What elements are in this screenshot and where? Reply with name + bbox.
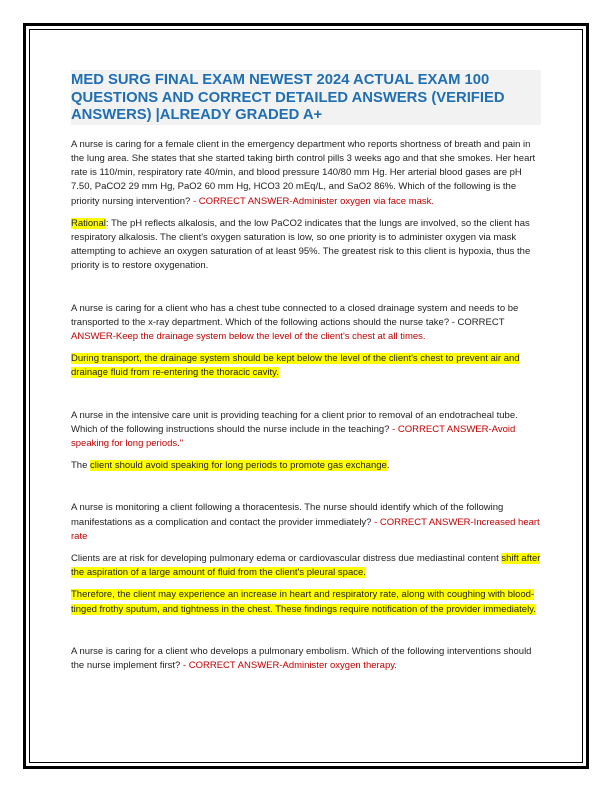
- document-body: [71, 70, 541, 673]
- question-5: [71, 645, 541, 673]
- question-4-rationale-highlight: shift after the aspiration of a large amount of fluid from the client's pleural space.: [71, 553, 541, 579]
- question-4-answer: - CORRECT ANSWER-Increased heart rate: [71, 516, 540, 542]
- question-3-rationale: [71, 459, 541, 473]
- question-4-rationale-2: [71, 588, 541, 616]
- question-3: [71, 409, 541, 452]
- question-5-answer: - CORRECT ANSWER-Administer oxygen therapy.: [180, 660, 397, 672]
- question-4: [71, 501, 541, 544]
- question-2: [71, 302, 541, 345]
- rationale-label: Rational: [71, 217, 106, 229]
- question-2-rationale-text: During transport, the drainage system should be kept below the level of the client's chest to prevent air and drainage fluid from re-entering the thoracic cavity.: [71, 353, 520, 379]
- document-title: MED SURG FINAL EXAM NEWEST 2024 ACTUAL EXAM 100 QUESTIONS AND CORRECT DETAILED ANSWERS (VERIFIED ANSWERS) |ALREADY GRADED A+: [71, 70, 541, 125]
- question-2-answer: ANSWER-Keep the drainage system below the level of the client's chest at all times.: [71, 331, 426, 343]
- rationale-text: : The pH reflects alkalosis, and the low PaCO2 indicates that the lungs are involved, so the client has respiratory alkalosis. The client's oxygen saturation is low, so one priority is to administer oxygen via mask attempting to achieve an oxygen saturation of at least 95%. The greatest risk to this client is hypoxia, thus the priority is to restore oxygenation.: [71, 217, 531, 272]
- question-4-rationale: [71, 552, 541, 580]
- question-4-text: A nurse is monitoring a client following a thoracentesis. The nurse should identify which of the following manifestations as a complication and contact the provider immediately?: [71, 502, 504, 528]
- question-3-rationale-highlight: client should avoid speaking for long periods to promote gas exchange: [90, 460, 387, 472]
- question-4-rationale-plain: Clients are at risk for developing pulmonary edema or cardiovascular distress due mediastinal content: [71, 553, 502, 565]
- question-2-text: A nurse is caring for a client who has a chest tube connected to a closed drainage system and needs to be transported to the x-ray department. Which of the following actions should the nurse take? - CORRECT: [71, 302, 519, 328]
- question-1-rationale: [71, 217, 541, 274]
- question-3-rationale-suffix: .: [386, 460, 390, 472]
- question-2-rationale: [71, 352, 541, 380]
- question-1: [71, 138, 541, 209]
- question-3-text: A nurse in the intensive care unit is providing teaching for a client prior to removal of an endotracheal tube. Which of the following instructions should the nurse include in the teaching?: [71, 409, 518, 435]
- question-3-answer: - CORRECT ANSWER-Avoid speaking for long periods.": [71, 423, 516, 450]
- question-5-text: A nurse is caring for a client who develops a pulmonary embolism. Which of the following interventions should the nurse implement first?: [71, 645, 532, 672]
- question-1-text: A nurse is caring for a female client in the emergency department who reports shortness of breath and pain in the lung area. She states that she started taking birth control pills 3 weeks ago and that she smokes. Her heart rate is 110/min, respiratory rate 40/min, and blood pressure 140/80 mm Hg. Her arterial blood gases are pH 7.50, PaCO2 29 mm Hg, PaO2 60 mm Hg, HCO3 20 mEq/L, and SaO2 86%. Which of the following is the priority nursing intervention?: [71, 138, 536, 207]
- question-1-answer: - CORRECT ANSWER-Administer oxygen via face mask.: [190, 195, 435, 207]
- question-3-rationale-prefix: The: [71, 460, 91, 472]
- question-4-rationale-2-text: Therefore, the client may experience an increase in heart and respiratory rate, along with coughing with blood-tinged frothy sputum, and tightness in the chest. These findings require notification of the provider immediately.: [71, 589, 536, 615]
